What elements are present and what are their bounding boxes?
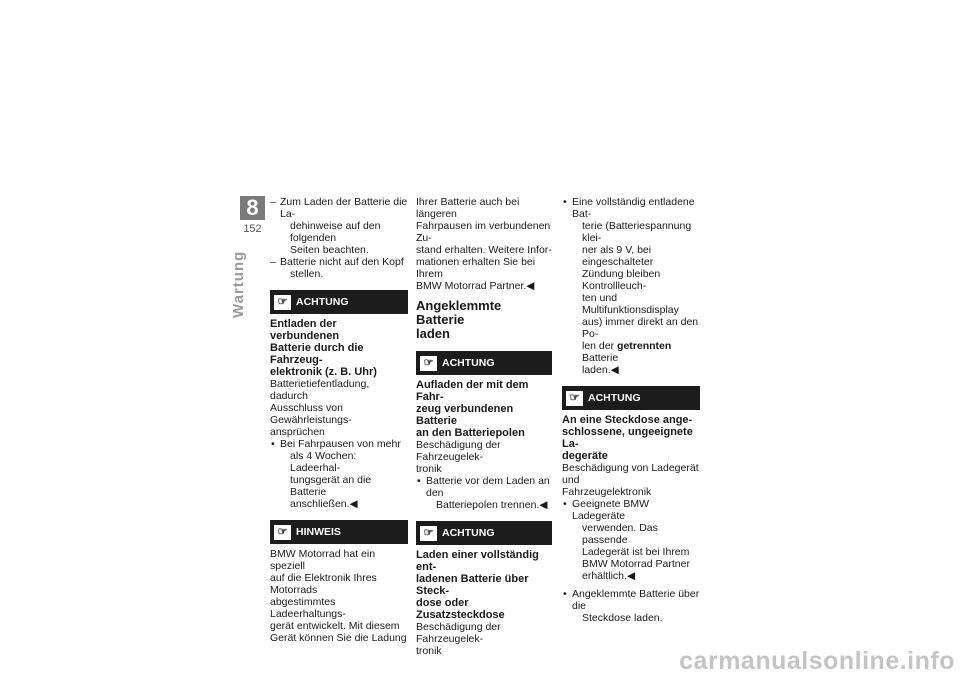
note-text-continued: Ihrer Batterie auch bei längeren Fahrpausen im verbundenen Zu- stand erhalten. Weitere Infor- mationen erhalten Sie bei Ihrem BMW Motorrad Partner.◀ bbox=[416, 196, 552, 292]
warning-description: Beschädigung der Fahrzeugelek- tronik bbox=[416, 621, 501, 657]
chapter-label: Wartung bbox=[230, 250, 247, 318]
step-item: – Batterie nicht auf den Kopf stellen. bbox=[270, 256, 408, 280]
column-1 bbox=[270, 196, 408, 644]
warning-description: Beschädigung der Fahrzeugelek- tronik bbox=[416, 439, 501, 475]
page-number: 152 bbox=[243, 223, 262, 235]
warning-description: Batterietiefentladung, dadurch Ausschluss von Gewährleistungs- ansprüchen bbox=[270, 378, 370, 438]
warning-banner: ☞ ACHTUNG bbox=[270, 290, 408, 314]
warning-action: • Bei Fahrpausen von mehr als 4 Wochen: Ladeerhal- tungsgerät an die Batterie anschließen.◀ bbox=[270, 438, 408, 510]
column-3 bbox=[562, 196, 700, 624]
warning-heading: Aufladen der mit dem Fahr- zeug verbundenen Batterie an den Batteriepolen bbox=[416, 379, 529, 439]
step-item: – Zum Laden der Batterie die La- dehinweise auf den folgenden Seiten beachten. bbox=[270, 196, 408, 256]
warning-heading: Laden einer vollständig ent- ladenen Batterie über Steck- dose oder Zusatzsteckdose bbox=[416, 549, 539, 621]
warning-description: Beschädigung von Ladegerät und Fahrzeugelektronik bbox=[562, 462, 699, 498]
watermark: carmanualsonline.info bbox=[679, 647, 955, 675]
warning-action: • Batterie vor dem Laden an den Batteriepolen trennen.◀ bbox=[416, 475, 552, 511]
caution-hand-icon: ☞ bbox=[566, 391, 583, 406]
column-2 bbox=[416, 196, 552, 657]
caution-hand-icon: ☞ bbox=[420, 526, 437, 541]
action-item: • Angeklemmte Batterie über die Steckdose laden. bbox=[562, 588, 700, 624]
warning-banner: ☞ ACHTUNG bbox=[416, 351, 552, 375]
warning-heading: Entladen der verbundenen Batterie durch die Fahrzeug- elektronik (z. B. Uhr) bbox=[270, 318, 377, 378]
caution-hand-icon: ☞ bbox=[274, 295, 291, 310]
warning-heading: An eine Steckdose ange- schlossene, ungeeignete La- degeräte bbox=[562, 414, 693, 462]
warning-action: • Eine vollständig entladene Bat- terie (Batteriespannung klei- ner als 9 V, bei eingeschalteter Zündung bleiben Kontrollleuch- ten und Multifunktionsdisplay aus) immer direkt an den Po- len der getrennten Batterie laden.◀ bbox=[562, 196, 700, 376]
warning-action: • Geeignete BMW Ladegeräte verwenden. Das passende Ladegerät ist bei Ihrem BMW Motorrad Partner erhältlich.◀ bbox=[562, 498, 700, 582]
note-hand-icon: ☞ bbox=[274, 525, 291, 540]
chapter-number: 8 bbox=[240, 196, 265, 220]
warning-banner: ☞ ACHTUNG bbox=[416, 521, 552, 545]
note-banner: ☞ HINWEIS bbox=[270, 520, 408, 544]
section-title: Angeklemmte Batterie laden bbox=[416, 298, 502, 341]
caution-hand-icon: ☞ bbox=[420, 356, 437, 371]
warning-banner: ☞ ACHTUNG bbox=[562, 386, 700, 410]
note-text: BMW Motorrad hat ein speziell auf die Elektronik Ihres Motorrads abgestimmtes Ladeerhaltungs- gerät entwickelt. Mit diesem Gerät können Sie die Ladung bbox=[270, 548, 407, 644]
